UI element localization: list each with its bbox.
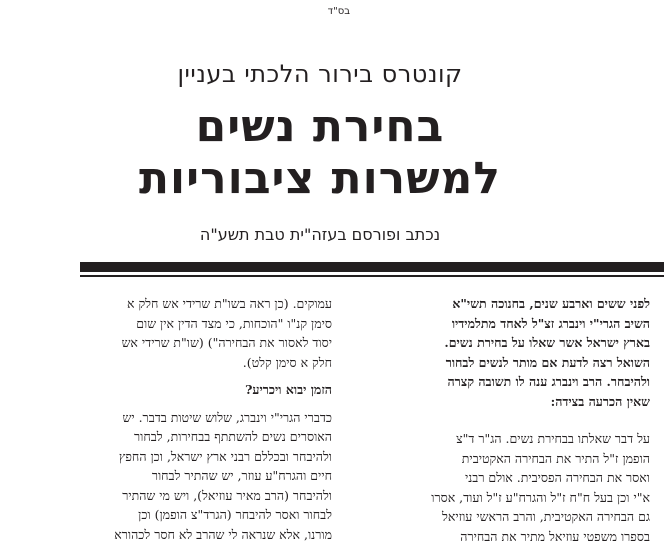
intro-line: השואל רצה לדעת אם מותר לנשים לבחור: [360, 353, 650, 373]
body-line: ולהיבחר ובכללם רבני ארץ ישראל, וכן החפץ: [32, 447, 332, 467]
body-line: כדברי הגרי"י וינברג, שלוש שיטות בדבר. יש: [32, 408, 332, 428]
paragraph-gap: [32, 400, 332, 408]
body-line: הופמן ז"ל התיר את הבחירה האקטיבית: [360, 449, 650, 469]
body-line: יסוד לאסור את הבחירה") (שו"ת שרידי אש: [32, 333, 332, 353]
paragraph-gap: [32, 372, 332, 380]
divider-thin: [80, 275, 664, 277]
body-line: לבחור ואסר להיבחר (הגרד"צ הופמן) וכן: [32, 505, 332, 525]
left-column: [32, 294, 332, 544]
bsd-header: בס"ד: [328, 6, 350, 17]
left-column-intro: [32, 294, 332, 372]
body-line: חלק א סימן קלט).: [32, 353, 332, 373]
intro-line: בארץ ישראל אשר שאלו על בחירת נשים.: [360, 333, 650, 353]
intro-line: ולהיבחר. הרב וינברג ענה לו תשובה קצרה: [360, 372, 650, 392]
body-line: ואסר את הבחירה הפסיבית. אולם רבני: [360, 468, 650, 488]
right-column-intro: [360, 294, 650, 411]
body-line: סימן קנ"ו "הוכחות, כי מצד הדין אין שום: [32, 314, 332, 334]
body-line: על דבר שאלתו בבחירת נשים. הג"ר ד"צ: [360, 429, 650, 449]
intro-line: שאין הכרעה בצידה:: [360, 392, 650, 412]
document-subtitle: קונטרס בירור הלכתי בעניין: [0, 60, 640, 88]
document-byline: נכתב ופורסם בעזה"ית טבת תשע"ה: [0, 225, 640, 244]
document-title-line-2: למשרות ציבוריות: [0, 154, 640, 204]
body-line: מורנו, אלא שנראה לי שהרב לא חסר לכהורא: [32, 525, 332, 545]
paragraph-gap: [360, 411, 650, 429]
divider-thick: [80, 262, 664, 272]
body-line: האוסרים נשים להשתתף בבחירות, לבחור: [32, 427, 332, 447]
right-column-body: [360, 429, 650, 546]
body-line: עמוקים. (כן ראה בשו"ת שרידי אש חלק א: [32, 294, 332, 314]
body-line: גם הבחירה האקטיבית, והרב הראשי עוזיאל: [360, 507, 650, 527]
body-line: א"י וכן בעל ח"ח ז"ל והגרח"ע ז"ל ועוד, אסרו: [360, 488, 650, 508]
left-column-body: [32, 408, 332, 545]
intro-line: השיב הגרי"י וינברג זצ"ל לאחד מתלמידיו: [360, 314, 650, 334]
body-line: בספרו משפטי עוזיאל מתיר את הבחירה: [360, 527, 650, 546]
section-heading: הזמן יבוא ויכריע?: [32, 380, 332, 400]
document-title-line-1: בחירת נשים: [0, 102, 640, 152]
intro-line: לפני ששים וארבע שנים, בחנוכה תשי"א: [360, 294, 650, 314]
right-column: [360, 294, 650, 546]
body-line: חיים והגרח"ע עוזר, יש שהתיר לבחור: [32, 466, 332, 486]
body-line: ולהיבחר (הרב מאיר עוזיאל), ויש מי שהתיר: [32, 486, 332, 506]
